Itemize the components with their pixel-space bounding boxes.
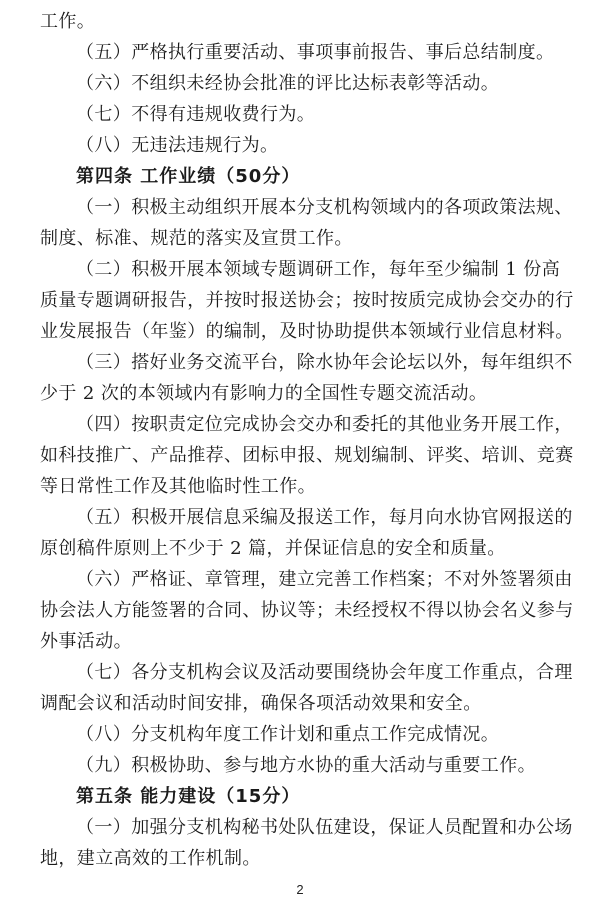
text-line: 调配会议和活动时间安排，确保各项活动效果和安全。 bbox=[40, 693, 482, 714]
text-line: （五）严格执行重要活动、事项事前报告、事后总结制度。 bbox=[76, 42, 555, 63]
text-line: 地，建立高效的工作机制。 bbox=[40, 848, 261, 869]
text-line: （二）积极开展本领域专题调研工作，每年至少编制 1 份高 bbox=[76, 259, 561, 280]
text-line: （七）各分支机构会议及活动要围绕协会年度工作重点，合理 bbox=[76, 662, 573, 683]
text-line: （六）严格证、章管理，建立完善工作档案；不对外签署须由 bbox=[76, 569, 573, 590]
text-line: 协会法人方能签署的合同、协议等；未经授权不得以协会名义参与 bbox=[40, 600, 574, 621]
text-line: 制度、标准、规范的落实及宣贯工作。 bbox=[40, 228, 353, 249]
text-line: （八）无违法违规行为。 bbox=[76, 135, 279, 156]
text-line: （九）积极协助、参与地方水协的重大活动与重要工作。 bbox=[76, 755, 536, 776]
text-line: （一）积极主动组织开展本分支机构领域内的各项政策法规、 bbox=[76, 197, 573, 218]
text-line: （一）加强分支机构秘书处队伍建设，保证人员配置和办公场 bbox=[76, 817, 573, 838]
text-line: （七）不得有违规收费行为。 bbox=[76, 104, 316, 125]
section-heading: 第五条 能力建设（15分） bbox=[76, 786, 301, 807]
text-line: 工作。 bbox=[40, 11, 96, 32]
text-line: 质量专题调研报告，并按时报送协会；按时按质完成协会交办的行 bbox=[40, 290, 574, 311]
text-line: 业发展报告（年鉴）的编制，及时协助提供本领域行业信息材料。 bbox=[40, 321, 574, 342]
text-line: 等日常性工作及其他临时性工作。 bbox=[40, 476, 316, 497]
text-line: （五）积极开展信息采编及报送工作，每月向水协官网报送的 bbox=[76, 507, 573, 528]
text-line: （四）按职责定位完成协会交办和委托的其他业务开展工作， bbox=[76, 414, 573, 435]
document-body bbox=[40, 6, 572, 874]
text-line: （八）分支机构年度工作计划和重点工作完成情况。 bbox=[76, 724, 500, 745]
page-number: 2 bbox=[296, 882, 304, 897]
text-line: （三）搭好业务交流平台，除水协年会论坛以外，每年组织不 bbox=[76, 352, 573, 373]
section-heading: 第四条 工作业绩（50分） bbox=[76, 166, 301, 187]
text-line: 少于 2 次的本领域内有影响力的全国性专题交流活动。 bbox=[40, 383, 488, 404]
text-line: 原创稿件原则上不少于 2 篇，并保证信息的安全和质量。 bbox=[40, 538, 506, 559]
text-line: （六）不组织未经协会批准的评比达标表彰等活动。 bbox=[76, 73, 500, 94]
text-line: 外事活动。 bbox=[40, 631, 132, 652]
text-line: 如科技推广、产品推荐、团标申报、规划编制、评奖、培训、竞赛 bbox=[40, 445, 574, 466]
